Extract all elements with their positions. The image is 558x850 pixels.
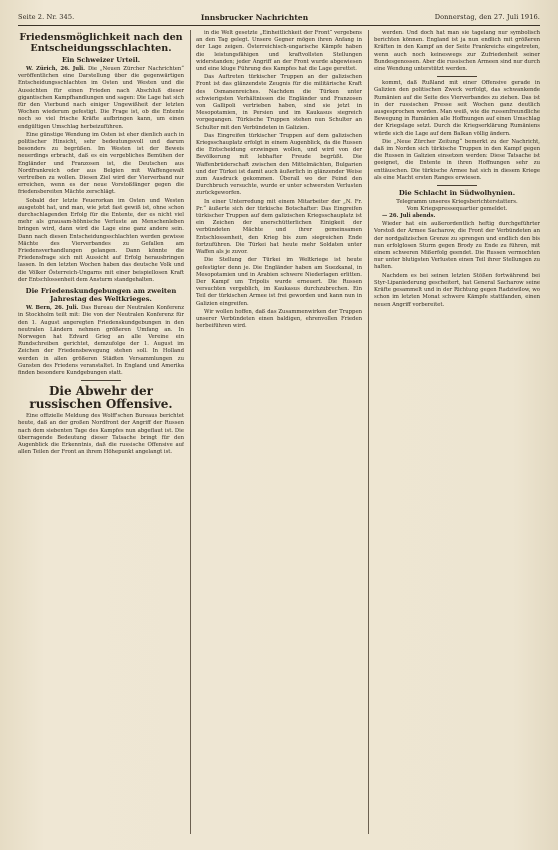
dateline: W. Bern, 26. Juli. (26, 305, 79, 312)
article-paragraph: Wieder hat ein außerordentlich heftig durchgeführter Vorstoß der Armee Sacharow, die Front der Verbündeten an der nordgalizischen Grenze zu sprengen und endlich den bis nun erfolglosen Sturm gegen Brody zu Ende zu führen, mit einem schweren Mißerfolg geendet. Die Russen vermochten nur unter blutigsten Verlusten einen Teil ihrer Stellungen zu halten. (374, 221, 540, 271)
article-paragraph: werden. Und doch hat man sie tagelang nur symbolisch berichten können. England ist ja nun endlich mit größeren Kräften in den Kampf an der Seite Frankreichs eingetreten, wenn auch noch keineswegs zur Zufriedenheit seiner Bundesgenossen. Aber die russischen Armeen sind nur durch eine Wendung unterstützt werden. (374, 30, 540, 73)
dateline: W. Zürich, 26. Juli. (26, 66, 86, 72)
article-paragraph: In einer Unterredung mit einem Mitarbeiter der „N. Fr. Pr.“ äußerte sich der türkische Botschafter: Das Eingreifen türkischer Truppen auf dem galizischen Kriegsschauplatz ist ein Zeichen der unerschütterlichen Einigkeit der verbündeten Mächte und ihrer gemeinsamen Entschlossenheit, den Krieg bis zum siegreichen Ende fortzuführen. Die Türkei hat heute mehr Soldaten unter Waffen als je zuvor. (196, 198, 362, 256)
article-headline: Friedensmöglichkeit nach den Entscheidungsschlachten. (19, 32, 183, 54)
article-paragraph: Das Auftreten türkischer Truppen an der galizischen Front ist das glänzendste Zeugnis für die militärische Kraft des Osmanenreiches. Nachdem die Türken unter schwierigsten Verhältnissen die Engländer und Franzosen von Gallipoli vertrieben haben, sind sie jetzt in Mesopotamien, in Persien und im Kaukasus siegreich vorgegangen. Türkische Truppen stehen nun Schulter an Schulter mit den Verbündeten in Galizien. (196, 74, 362, 131)
newspaper-title: Innsbrucker Nachrichten (200, 12, 309, 22)
column-divider (368, 30, 369, 834)
telegram-note: Telegramm unseres Kriegsberichterstatters. (396, 199, 518, 206)
column-1 (18, 30, 184, 836)
dateline: — 26. Juli abends. (382, 213, 436, 220)
article-headline: Die Schlacht in Südwolhynien. (398, 189, 516, 198)
article-paragraph (374, 213, 540, 220)
article-paragraph: Das Eingreifen türkischer Truppen auf dem galizischen Kriegsschauplatz erfolgt in einem Augenblick, da die Russen die Entscheidung erzwingen wollen, und wird von der Bevölkerung mit lebhafter Freude begrüßt. Die Waffenbrüderschaft zwischen den Mittelmächten, Bulgarien und der Türkei ist damit auch äußerlich in glänzender Weise zum Ausdruck gekommen. Überall wo der Feind den Durchbruch versuchte, wurde er unter schwersten Verlusten zurückgeworfen. (196, 132, 362, 197)
paragraph-text: Die „Neuen Zürcher Nachrichten“ veröffentlichen eine Darstellung über die gegenwärtigen Entscheidungsschlachten im Osten und Westen und die Aussichten für einen Frieden nach Abschluß dieser gigantischen Kampfhandlungen und sagen: Die Lage hat sich für den Vierbund nach einiger Ungewißheit der letzten Wochen wiederum gefestigt. Die Frage ist, ob die Entente noch so viel frische Kräfte aufbringen kann, um einen endgültigen Umschlag herbeizuführen. (18, 66, 184, 130)
paragraph-text: Das Bureau der Neutralen Konferenz in Stockholm teilt mit: Die von der Neutralen Konferenz für den 1. August angeregten Friedenskundgebungen in den neutralen Ländern nehmen größeren Umfang an. In Norwegen hat Edvard Grieg an alle Vereine ein Rundschreiben gerichtet, demzufolge der 1. August im Zeichen der Friedensbewegung stehen soll. In Holland werden in allen größeren Städten Versammlungen zu Gunsten des Friedens veranstaltet. In England und Amerika finden besondere Kundgebungen statt. (18, 305, 184, 376)
issue-date: Donnerstag, den 27. Juli 1916. (434, 13, 540, 21)
article-paragraph: Eine günstige Wendung im Osten ist eher dienlich auch in politischer Hinsicht, sehr bedeutungsvoll und darum besonders zu begrüßen. Im Westen ist der Beweis neuerdings erbracht, daß es ein vergebliches Bemühen der Engländer und Franzosen ist, die Deutschen aus Nordfrankreich oder aus Belgien mit Waffengewalt vertreiben zu wollen. Diesen Ziel wird der Vierverband nur erreichen, wenn es der neue Vorstoßfänger gegen die friedensbereiten Mächte zerschlägt. (18, 131, 184, 196)
article-paragraph: kommt, daß Rußland mit einer Offensive gerade in Galizien den politischen Zweck verfolgt, das schwankende Rumänien auf die Seite des Vierverbandes zu ziehen. Das ist in der russischen Presse seit Wochen ganz deutlich ausgesprochen worden. Man weiß, wie die russenfreundliche Bewegung in Rumänien alle Hoffnungen auf einen Umschlag der Kriegslage setzt. Durch die Kriegserklärung Rumäniens würde sich die Lage auf dem Balkan völlig ändern. (374, 80, 540, 137)
section-subheadline: Die Friedenskundgebungen am zweiten Jahrestag des Weltkrieges. (25, 287, 177, 304)
column-divider (190, 30, 191, 834)
article-paragraph: Sobald der letzte Feuerorkan im Osten und Westen ausgetobt hat, und man, wie jetzt fast gewiß ist, ohne schon durchschlagenden Erfolg für die Entente, der es nicht viel mehr als grausam-höhnische Verluste an Menschenleben bringen wird, dann wird die Lage eine ganz andere sein. Dann nach diesen Entscheidungsschlachten werden gewisse Mächte des Vierverbandes zu Gefallen am Friedensverhandlungen gelangen. Dann könnte die Friedensfrage sich mit Aussicht auf Erfolg herausbringen lassen. In den letzten Wochen haben das deutsche Volk und die Völker Österreich-Ungarns mit einer beispiellosen Kraft der Entschlossenheit dem Ansturm standgehalten. (18, 197, 184, 283)
article-paragraph (18, 305, 184, 377)
section-divider (437, 185, 477, 186)
article-paragraph: Die „Neue Zürcher Zeitung“ bemerkt zu der Nachricht, daß im Norden sich türkische Truppen in den Kampf gegen die Russen in Galizien einsetzen werden: Diese Tatsache ist geeignet, die Entente in ihren Hoffnungen sehr zu enttäuschen. Die türkische Armee hat sich in diesem Kriege als eine Macht ersten Ranges erwiesen. (374, 138, 540, 181)
article-subheadline: Ein Schweizer Urteil. (61, 56, 141, 64)
press-quarter-note: Vom Kriegspressequartier gemeldet. (406, 206, 508, 213)
column-3 (374, 30, 540, 836)
article-paragraph (18, 66, 184, 131)
section-divider (437, 76, 477, 77)
column-2 (196, 30, 362, 836)
article-paragraph: Eine offizielle Meldung des Wolff'schen Bureaus berichtet heute, daß an der großen Nordfront der Angriff der Russen nach dem siebenten Tage des Kampfes nun abgeflaut ist. Die überragende Bedeutung dieser Tatsache bringt für den Augenblick die Erkenntnis, daß die russische Offensive auf allen Teilen der Front an ihrem Höhepunkt angelangt ist. (18, 413, 184, 456)
article-paragraph: Wir wollen hoffen, daß das Zusammenwirken der Truppen unserer Verbündeten einen baldigen, ehrenvollen Frieden herbeiführen wird. (196, 308, 362, 330)
article-paragraph: Nachdem es bei seinen letzten Stößen fortwährend bei Styr-Lipaniederung gescheitert, hat General Sacharow seine Kräfte gesammelt und in der Richtung gegen Radziwilow, wo schon im letzten Monat schwere Kämpfe stattfanden, einen neuen Angriff vorbereitet. (374, 272, 540, 308)
page-header (18, 10, 540, 24)
article-paragraph: Die Stellung der Türkei im Weltkriege ist heute gefestigter denn je. Die Engländer haben am Suezkanal, in Mesopotamien und in Arabien schwere Niederlagen erlitten. Der Kampf um Tripolis wurde erneuert. Die Russen versuchten vergeblich, im Kaukasus durchzubrechen. Ein Teil der türkischen Armee ist frei geworden und kann nun in Galizien eingreifen. (196, 257, 362, 307)
article-paragraph: in die Welt gesetzte „Einheitlichkeit der Front“ vergebens an den Tag gelegt. Unsere Gegner mögen ihren Anfang in der Lage zeigen. Österreichisch-ungarische Kämpfe haben die leistungsfähigen und kraftvollsten Stellungen widerstanden; jeder Angriff an der Front wurde abgewiesen und eine kluge Führung des Kampfes hat die Lage gerettet. (196, 30, 362, 73)
page-number: Seite 2. Nr. 345. (18, 13, 75, 21)
section-divider (81, 380, 121, 381)
header-rule (18, 25, 540, 26)
article-headline: Die Abwehr der russischen Offensive. (29, 384, 173, 412)
